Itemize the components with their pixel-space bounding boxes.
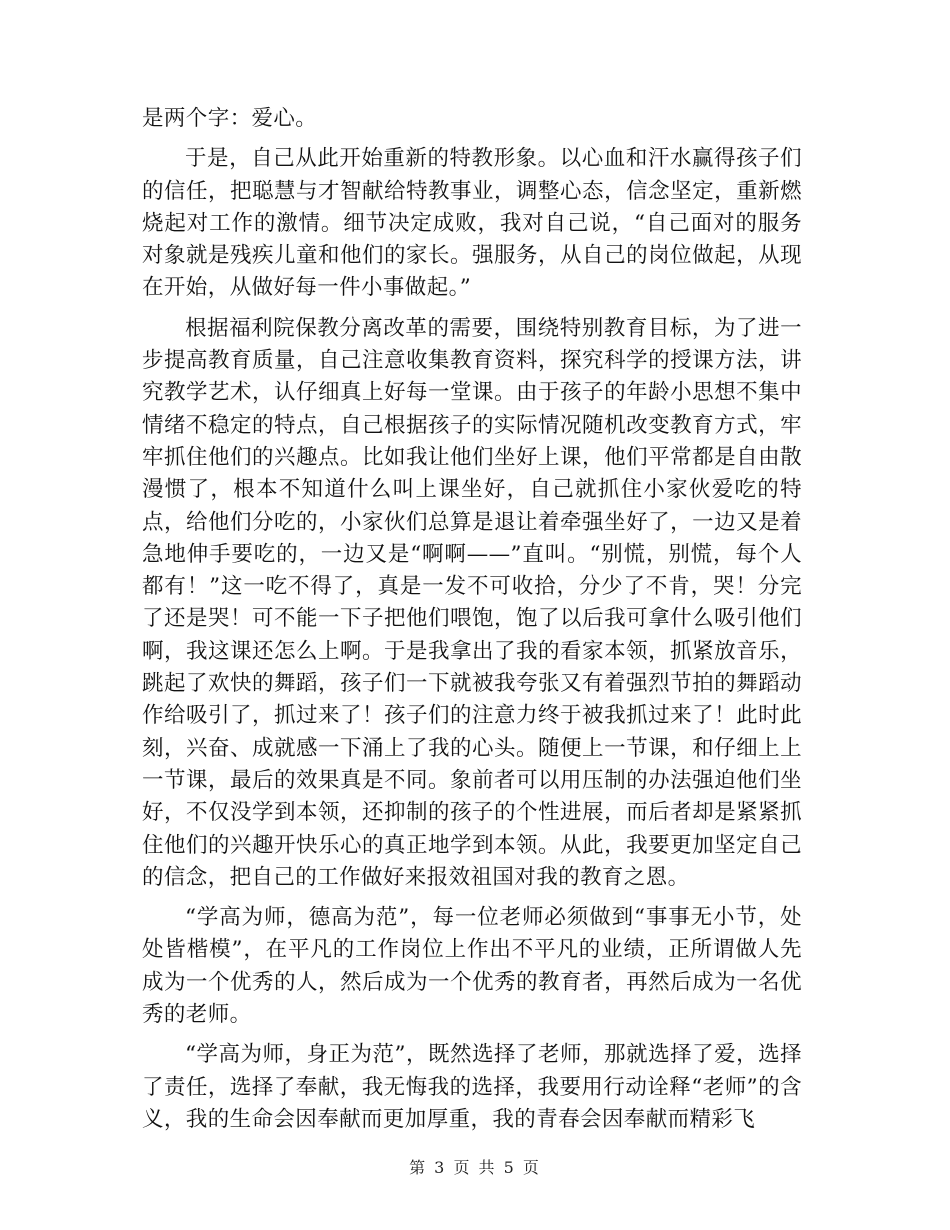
paragraph-4: “学高为师，德高为范”，每一位老师必须做到“事事无小节，处处皆楷模”，在平凡的工作岗位上作出不平凡的业绩，正所谓做人先成为一个优秀的人，然后成为一个优秀的教育者，再然后成为一名优秀的老师。 <box>142 905 802 1028</box>
paragraph-2: 于是，自己从此开始重新的特教形象。以心血和汗水赢得孩子们的信任，把聪慧与才智献给特教事业，调整心态，信念坚定，重新燃烧起对工作的激情。细节决定成败，我对自己说，“自己面对的服务对象就是残疾儿童和他们的家长。强服务，从自己的岗位做起，从现在开始，从做好每一件小事做起。” <box>142 146 802 301</box>
paragraph-3: 根据福利院保教分离改革的需要，围绕特别教育目标，为了进一步提高教育质量，自己注意收集教育资料，探究科学的授课方法，讲究教学艺术，认仔细真上好每一堂课。由于孩子的年龄小思想不集中情绪不稳定的特点，自己根据孩子的实际情况随机改变教育方式，牢牢抓住他们的兴趣点。比如我让他们坐好上课，他们平常都是自由散漫惯了，根本不知道什么叫上课坐好，自己就抓住小家伙爱吃的特点，给他们分吃的，小家伙们总算是退让着牵强坐好了，一边又是着急地伸手要吃的，一边又是“啊啊——”直叫。“别慌，别慌，每个人都有！”这一吃不得了，真是一发不可收拾，分少了不肯，哭！分完了还是哭！可不能一下子把他们喂饱，饱了以后我可拿什么吸引他们啊，我这课还怎么上啊。于是我拿出了我的看家本领，抓紧放音乐，跳起了欢快的舞蹈，孩子们一下就被我夸张又有着强烈节拍的舞蹈动作给吸引了，抓过来了！孩子们的注意力终于被我抓过来了！此时此刻，兴奋、成就感一下涌上了我的心头。随便上一节课，和仔细上上一节课，最后的效果真是不同。象前者可以用压制的办法强迫他们坐好，不仅没学到本领，还抑制的孩子的个性进展，而后者却是紧紧抓住他们的兴趣开快乐心的真正地学到本领。从此，我要更加坚定自己的信念，把自己的工作做好来报效祖国对我的教育之恩。 <box>142 315 802 890</box>
paragraph-5: “学高为师，身正为范”，既然选择了老师，那就选择了爱，选择了责任，选择了奉献，我无悔我的选择，我要用行动诠释“老师”的含义，我的生命会因奉献而更加厚重，我的青春会因奉献而精彩飞 <box>142 1042 802 1132</box>
page-footer: 第 3 页 共 5 页 <box>409 1158 541 1177</box>
page-body <box>142 103 802 1144</box>
paragraph-1: 是两个字：爱心。 <box>142 106 318 131</box>
